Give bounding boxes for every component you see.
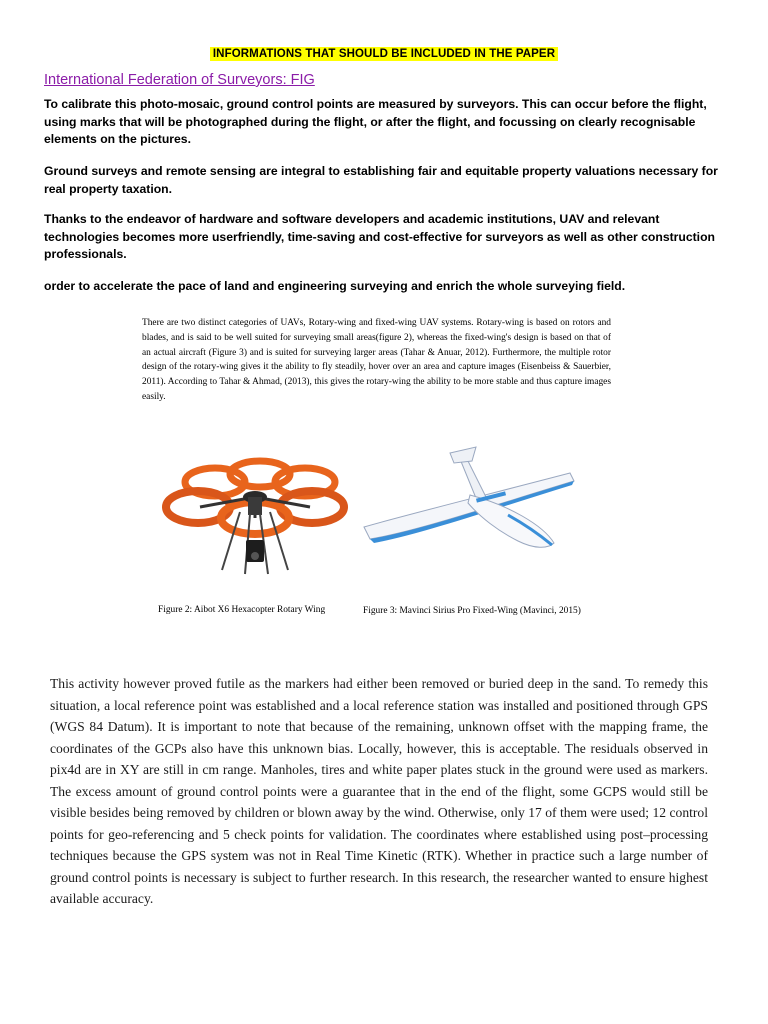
plane-main-wing [364, 473, 574, 539]
figure-3-caption: Figure 3: Mavinci Sirius Pro Fixed-Wing (Mavinci, 2015) [363, 606, 581, 616]
bold-paragraph-calibrate: To calibrate this photo-mosaic, ground control points are measured by surveyors. This can occur before the flight, using marks that will be photographed during the flight, or after the flight, and focussing on clearly recognisable elements on the pictures. [44, 97, 707, 146]
uav-categories-paragraph: There are two distinct categories of UAVs, Rotary-wing and fixed-wing UAV systems. Rotary-wing is based on rotors and blades, and is said to be well suited for surveying small areas(figure 2), whereas the fixed-wing's design is based on that of an actual aircraft (Figure 3) and is suited for surveying larger areas (Tahar & Anuar, 2012). Furthermore, the multiple rotor design of the rotary-wing gives it the ability to fly steadily, hover over an area and capture images (Eisenbeiss & Sauerbier, 2011). According to Tahar & Ahmad, (2013), this gives the rotary-wing the ability to be more stable and thus capture images easily. [142, 318, 611, 402]
fixed-wing-plane-image [358, 445, 578, 565]
figure-2-caption: Figure 2: Aibot X6 Hexacopter Rotary Wing [158, 605, 326, 615]
page-heading: INFORMATIONS THAT SHOULD BE INCLUDED IN THE PAPER [210, 47, 558, 61]
hexacopter-drone-image [160, 452, 350, 592]
hexacopter-drone-illustration [160, 452, 350, 592]
fig-link[interactable]: International Federation of Surveyors: FIG [44, 72, 315, 88]
fixed-wing-plane-illustration [358, 445, 578, 565]
bold-paragraph-ground-surveys: Ground surveys and remote sensing are integral to establishing fair and equitable property valuations necessary for real property taxation. [44, 164, 718, 196]
bold-paragraph-endeavor: Thanks to the endeavor of hardware and software developers and academic institutions, UAV and relevant technologies becomes more userfriendly, time-saving and cost-effective for surveyors as well as other construction professionals. [44, 212, 715, 261]
heading-container [0, 44, 768, 62]
activity-body-paragraph: This activity however proved futile as the markers had either been removed or buried deep in the sand. To remedy this situation, a local reference point was established and a local reference station was installed and positioned through GPS (WGS 84 Datum). It is important to note that because of the remaining, unknown offset with the mapping frame, the coordinates of the GCPs also have this unknown bias. Locally, however, this is acceptable. The residuals observed in pix4d are in XY are still in cm range. Manholes, tires and white paper plates stuck in the ground were used as markers. The excess amount of ground control points were a guarantee that in the end of the flight, some GCPS would still be visible besides being removed by children or blown away by the wind. Otherwise, only 17 of them were used; 12 control points for geo-referencing and 5 check points for validation. The coordinates where established using post–processing techniques because the GPS system was not in Real Time Kinetic (RTK). Whether in practice such a large number of ground control points is necessary is subject to further research. In this research, the researcher wanted to ensure highest available accuracy. [50, 676, 708, 906]
bold-paragraph-accelerate: order to accelerate the pace of land and engineering surveying and enrich the whole surveying field. [44, 279, 626, 293]
plane-tail [450, 447, 476, 463]
